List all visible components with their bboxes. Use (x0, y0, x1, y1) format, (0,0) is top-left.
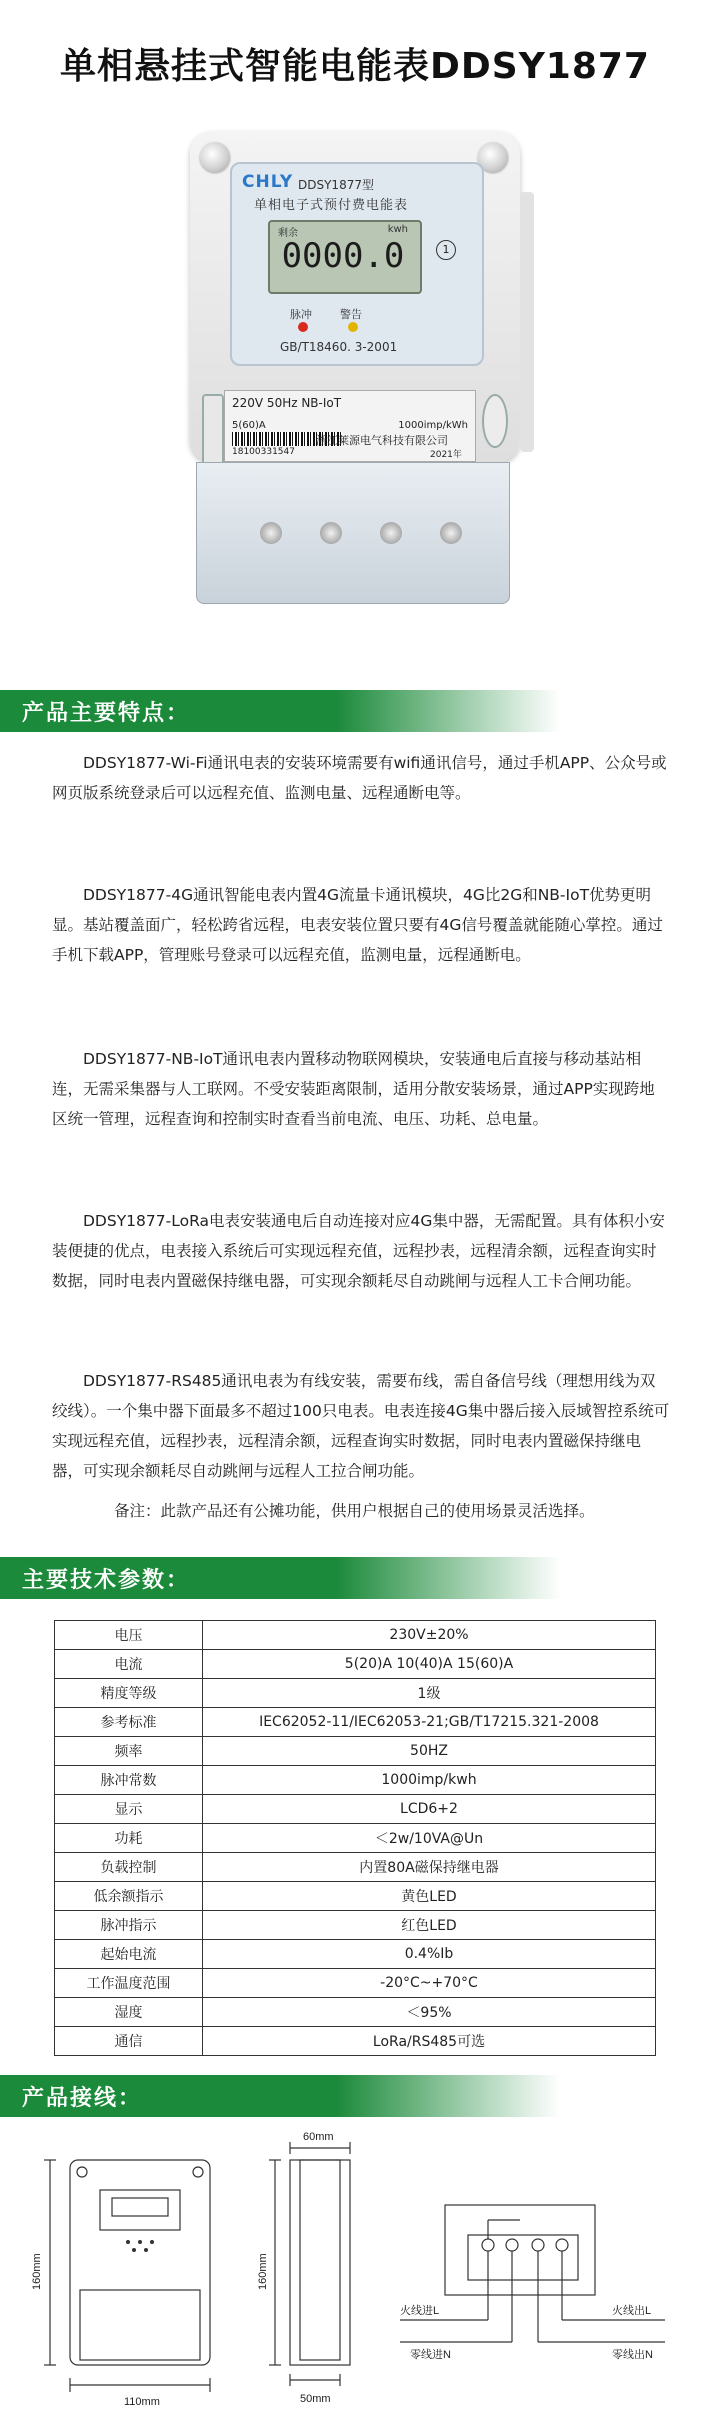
feature-paragraph: DDSY1877-RS485通讯电表为有线安装，需要布线，需自备信号线（理想用线为双绞线）。一个集中器下面最多不超过100只电表。电表连接4G集中器后接入辰域智控系统可实现远程充值，远程抄表，远程清余额，远程查询实时数据，同时电表内置磁保持继电器，可实现余额耗尽自动跳闸与远程人工拉合闸功能。 (52, 1372, 670, 1480)
circle-mark: 1 (436, 240, 456, 260)
table-row (55, 1737, 656, 1766)
table-row (55, 1795, 656, 1824)
terminal-screw-icon (320, 522, 342, 544)
spec-key: 显示 (55, 1795, 203, 1824)
terminal-cover (196, 462, 510, 604)
terminal-screw-icon (380, 522, 402, 544)
spec-key: 起始电流 (55, 1940, 203, 1969)
terminal-screw-icon (440, 522, 462, 544)
screw-icon (200, 142, 230, 172)
spec-value: 50HZ (203, 1737, 656, 1766)
dim-side-top: 60mm (303, 2131, 334, 2143)
lcd-label-left: 剩余 (278, 228, 298, 239)
nameplate-row1: 220V 50Hz NB-IoT (232, 396, 342, 410)
table-row (55, 1911, 656, 1940)
spec-value: ＜2w/10VA@Un (203, 1824, 656, 1853)
feature-paragraph: DDSY1877-LoRa电表安装通电后自动连接对应4G集中器，无需配置。具有体积小安装便捷的优点，电表接入系统后可实现远程充值，远程抄表，远程清余额，远程查询实时数据，同时电表内置磁保持继电器，可实现余额耗尽自动跳闸与远程人工卡合闸功能。 (52, 1212, 665, 1290)
dim-side-height: 160mm (257, 2253, 269, 2290)
feature-paragraph: DDSY1877-4G通讯智能电表内置4G流量卡通讯模块，4G比2G和NB-IoT优势更明显。基站覆盖面广，轻松跨省远程，电表安装位置只要有4G信号覆盖就能随心掌控。通过手机下载APP，管理账号登录可以远程充值，监测电量，远程通断电。 (52, 886, 663, 964)
specs-table (54, 1620, 656, 2056)
table-row (55, 2027, 656, 2056)
terminal-screw-icon (260, 522, 282, 544)
wiring-heading: 产品接线： (22, 2086, 143, 2111)
features-heading: 产品主要特点： (22, 701, 191, 726)
table-row (55, 1766, 656, 1795)
feature-paragraph: DDSY1877-Wi-Fi通讯电表的安装环境需要有wifi通讯信号，通过手机APP、公众号或网页版系统登录后可以远程充值、监测电量、远程通断电等。 (52, 754, 667, 802)
meter-product-photo (190, 132, 530, 612)
spec-value: 1级 (203, 1679, 656, 1708)
nameplate-current: 5(60)A (232, 420, 266, 431)
specs-heading-bar (0, 1557, 560, 1599)
spec-key: 参考标准 (55, 1708, 203, 1737)
spec-key: 电压 (55, 1621, 203, 1650)
spec-key: 低余额指示 (55, 1882, 203, 1911)
table-row (55, 1708, 656, 1737)
dim-front-width: 110mm (124, 2396, 160, 2408)
dim-side-bottom: 50mm (300, 2393, 331, 2405)
spec-value: LCD6+2 (203, 1795, 656, 1824)
spec-key: 通信 (55, 2027, 203, 2056)
table-row (55, 1940, 656, 1969)
spec-value: 5(20)A 10(40)A 15(60)A (203, 1650, 656, 1679)
lcd-value: 0000.0 (281, 236, 405, 276)
led-label-alarm: 警告 (340, 308, 362, 321)
features-heading-bar (0, 690, 560, 732)
spec-key: 功耗 (55, 1824, 203, 1853)
yellow-led-icon (348, 322, 358, 332)
label-live-out: 火线出L (612, 2305, 652, 2317)
nameplate-constant: 1000imp/kWh (398, 420, 468, 431)
meter-standard: GB/T18460. 3-2001 (280, 340, 398, 354)
spec-key: 频率 (55, 1737, 203, 1766)
specs-heading: 主要技术参数： (22, 1568, 191, 1593)
seal-clip-left (202, 394, 224, 468)
label-live-in: 火线进L (400, 2305, 440, 2317)
feature-note: 备注：此款产品还有公摊功能，供用户根据自己的使用场景灵活选择。 (114, 1502, 595, 1520)
spec-key: 负载控制 (55, 1853, 203, 1882)
wiring-schematic (400, 2205, 665, 2342)
spec-value: 红色LED (203, 1911, 656, 1940)
meter-model: DDSY1877型 (298, 178, 374, 192)
label-neutral-out: 零线出N (612, 2349, 653, 2361)
table-row (55, 1969, 656, 1998)
red-led-icon (298, 322, 308, 332)
spec-key: 脉冲指示 (55, 1911, 203, 1940)
table-row (55, 1621, 656, 1650)
page-title: 单相悬挂式智能电能表DDSY1877 (60, 46, 650, 87)
spec-key: 湿度 (55, 1998, 203, 2027)
meter-side-strip (520, 192, 534, 452)
wiring-diagram (0, 2130, 710, 2417)
nameplate-year: 2021年 (430, 450, 462, 460)
spec-key: 脉冲常数 (55, 1766, 203, 1795)
lcd-label-right: kwh (387, 224, 408, 235)
wiring-heading-bar (0, 2075, 560, 2117)
barcode-number: 18100331547 (232, 447, 295, 457)
front-view-drawing (44, 2160, 210, 2392)
spec-value: 0.4%Ib (203, 1940, 656, 1969)
meter-subname: 单相电子式预付费电能表 (254, 198, 409, 213)
spec-value: 黄色LED (203, 1882, 656, 1911)
spec-value: 1000imp/kwh (203, 1766, 656, 1795)
spec-key: 精度等级 (55, 1679, 203, 1708)
table-row (55, 1998, 656, 2027)
company-name: 浙江莱源电气科技有限公司 (316, 434, 448, 447)
spec-key: 工作温度范围 (55, 1969, 203, 1998)
spec-value: IEC62052-11/IEC62053-21;GB/T17215.321-2008 (203, 1708, 656, 1737)
table-row (55, 1824, 656, 1853)
spec-value: 230V±20% (203, 1621, 656, 1650)
spec-key: 电流 (55, 1650, 203, 1679)
spec-value: 内置80A磁保持继电器 (203, 1853, 656, 1882)
side-view-drawing (269, 2142, 350, 2386)
label-neutral-in: 零线进N (410, 2349, 451, 2361)
table-row (55, 1853, 656, 1882)
spec-value: LoRa/RS485可选 (203, 2027, 656, 2056)
table-row (55, 1882, 656, 1911)
seal-clip-right (482, 394, 508, 448)
table-row (55, 1679, 656, 1708)
table-row (55, 1650, 656, 1679)
dim-front-height: 160mm (31, 2253, 43, 2290)
led-label-pulse: 脉冲 (290, 308, 312, 321)
spec-value: -20°C~+70°C (203, 1969, 656, 1998)
feature-paragraph: DDSY1877-NB-IoT通讯电表内置移动物联网模块，安装通电后直接与移动基站相连，无需采集器与人工联网。不受安装距离限制，适用分散安装场景，通过APP实现跨地区统一管理，远程查询和控制实时查看当前电流、电压、功耗、总电量。 (52, 1050, 655, 1128)
spec-value: ＜95% (203, 1998, 656, 2027)
meter-brand: CHLY (242, 172, 294, 192)
